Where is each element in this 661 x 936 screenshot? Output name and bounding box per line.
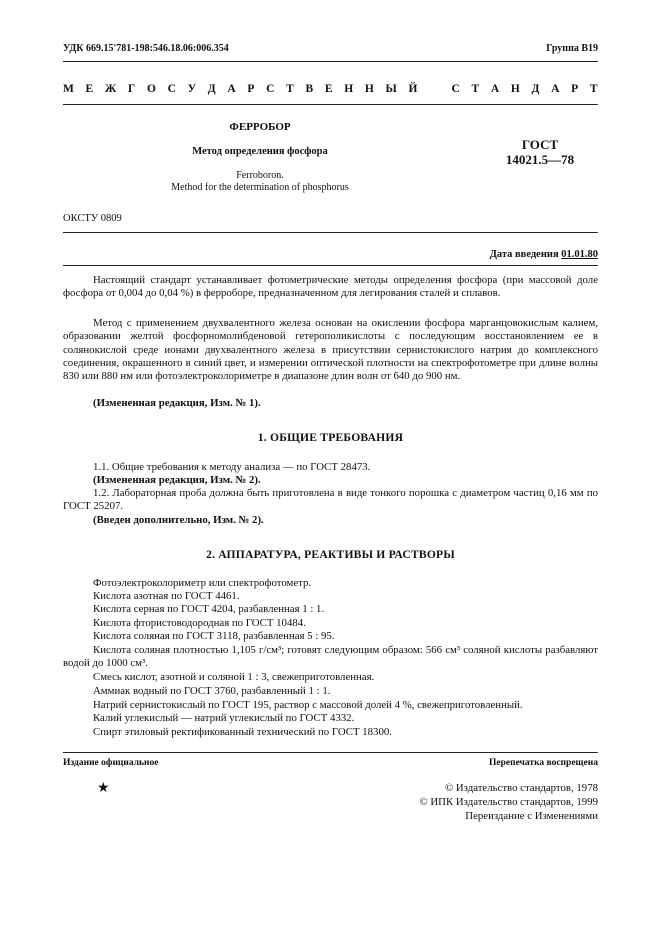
banner-rule (63, 104, 598, 105)
reagent-line-4: Кислота фтористоводородная по ГОСТ 10484. (93, 617, 306, 629)
intro-paragraph-2: Метод с применением двухвалентного железа основан на окислении фосфора марганцовокислым калием, образовании желтой фосфорномолибденовой гетерополикислоты с последующим восстановлением ее в солянокислой среде ионами двухвалентного железа в присутствии сернистокислого натрия до комплексного соединения, окрашенного в синий цвет, и измерении оптической плотности на спектрофотометре при длине волны 830 или 880 нм или фотоэлектроколориметре в диапазоне длин волн от 640 до 900 нм. (63, 317, 598, 383)
reagent-line-5: Кислота соляная по ГОСТ 3118, разбавленная 5 : 95. (93, 630, 335, 642)
footer-rule (63, 752, 598, 753)
introduction-date (420, 249, 598, 260)
reagent-line-9: Натрий сернистокислый по ГОСТ 195, раствор с массовой долей 4 %, свежеприготовленный. (93, 699, 523, 711)
reagent-line-10: Калий углекислый — натрий углекислый по ГОСТ 4332. (93, 712, 355, 724)
udk-code: УДК 669.15'781-198:546.18.06:006.354 (63, 43, 229, 54)
reagent-line-2: Кислота азотная по ГОСТ 4461. (93, 590, 240, 602)
group-code: Группа В19 (546, 43, 598, 54)
top-rule (63, 61, 598, 62)
reagent-line-11: Спирт этиловый ректификованный технический по ГОСТ 18300. (93, 726, 392, 738)
intro-amendment-note: (Измененная редакция, Изм. № 1). (93, 397, 261, 409)
gost-number: 14021.5—78 (505, 152, 575, 167)
intro-paragraph-1: Настоящий стандарт устанавливает фотометрические методы определения фосфора (при массовой доле фосфора от 0,004 до 0,04 %) в ферроборе, предназначенном для легирования сталей и сплавов. (63, 274, 598, 300)
item-1-1: 1.1. Общие требования к методу анализа — по ГОСТ 28473. (93, 461, 371, 473)
section-1-heading: 1. ОБЩИЕ ТРЕБОВАНИЯ (257, 431, 404, 444)
copyright-1978: © Издательство стандартов, 1978 (444, 782, 598, 794)
intro-date-value: 01.01.80 (561, 249, 598, 260)
title-rule (63, 232, 598, 233)
gost-label: ГОСТ (521, 137, 559, 152)
copyright-1999: © ИПК Издательство стандартов, 1999 (419, 796, 598, 808)
section-2-heading: 2. АППАРАТУРА, РЕАКТИВЫ И РАСТВОРЫ (206, 548, 455, 561)
interstate-standard-banner: М Е Ж Г О С У Д А Р С Т В Е Н Н Ы Й С Т А Н Д А Р Т (63, 83, 598, 95)
item-1-2-note: (Введен дополнительно, Изм. № 2). (93, 514, 264, 526)
reagent-line-6: Кислота соляная плотностью 1,105 г/см³; готовят следующим образом: 566 см³ соляной кислоты разбавляют водой до 1000 см³. (63, 644, 598, 670)
english-title-line1: Ferroboron. (236, 170, 284, 181)
english-title-line2: Method for the determination of phosphorus (171, 182, 349, 193)
item-1-2: 1.2. Лабораторная проба должна быть приготовлена в виде тонкого порошка с диаметром частиц 0,16 мм по ГОСТ 25207. (63, 487, 598, 513)
reprint-prohibited: Перепечатка воспрещена (488, 758, 598, 768)
star-icon: ★ (97, 781, 110, 796)
item-1-1-note: (Измененная редакция, Изм. № 2). (93, 474, 261, 486)
document-title: ФЕРРОБОР (229, 121, 291, 133)
document-subtitle: Метод определения фосфора (192, 146, 328, 157)
reagent-line-8: Аммиак водный по ГОСТ 3760, разбавленный 1 : 1. (93, 685, 331, 697)
reagent-line-1: Фотоэлектроколориметр или спектрофотометр. (93, 577, 312, 589)
reagent-line-7: Смесь кислот, азотной и соляной 1 : 3, свежеприготовленная. (93, 671, 375, 683)
okstu-code: ОКСТУ 0809 (63, 213, 122, 224)
reissue-note: Переиздание с Изменениями (465, 810, 598, 822)
reagent-line-3: Кислота серная по ГОСТ 4204, разбавленная 1 : 1. (93, 603, 325, 615)
date-rule (63, 265, 598, 266)
intro-date-label: Дата введения (489, 249, 559, 260)
official-edition: Издание официальное (63, 758, 159, 768)
